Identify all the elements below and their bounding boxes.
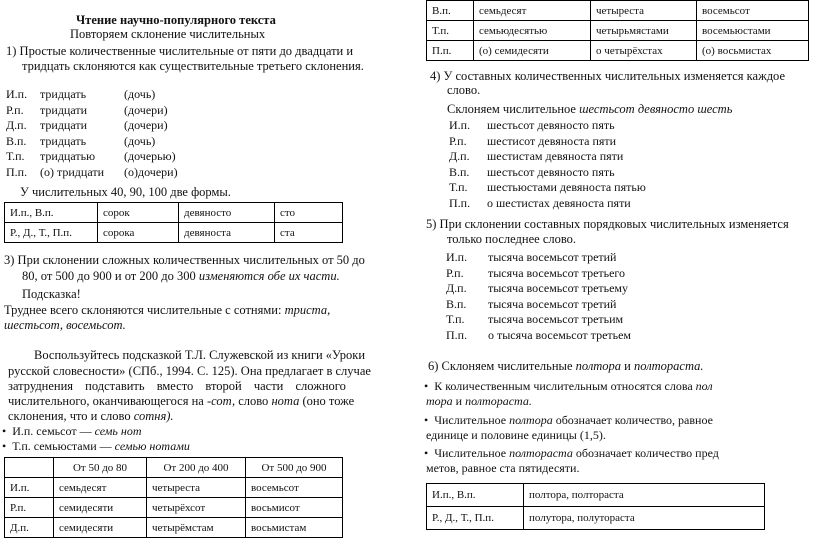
quote-line-4 <box>8 394 354 409</box>
rule-2-text: У числительных 40, 90, 100 две формы. <box>20 185 231 199</box>
noun-form: (дочерью) <box>124 149 176 164</box>
bullet-continuation: единице и половине единицы (1,5). <box>426 428 606 442</box>
table-row <box>5 478 343 498</box>
table-row <box>5 498 343 518</box>
declension-row <box>449 196 646 212</box>
table-cell: И.п., В.п. <box>5 203 98 223</box>
table-cell: семидесяти <box>54 518 147 538</box>
declension-row <box>6 103 178 119</box>
numeral-form: тысяча восемьсот третьего <box>488 265 626 280</box>
table-cell: (о) семидесяти <box>474 41 591 61</box>
bullet-emphasis: полтораста. <box>465 394 532 408</box>
declension-row <box>446 266 631 282</box>
table-cell: И.п., В.п. <box>427 484 524 507</box>
case-label: Р.п. <box>449 133 467 148</box>
case-label: И.п. <box>449 118 471 132</box>
quote-text: числительного, оканчивающегося на - <box>8 394 212 408</box>
numeral-form: шестьсот девяносто пять <box>487 118 615 132</box>
declension-row <box>446 250 631 266</box>
numeral-form: шестистам девяноста пяти <box>487 149 624 164</box>
rule-1-line-1: 1) Простые количественные числительные от пяти до двадцати и <box>6 44 354 58</box>
table-cell: семьдесят <box>54 478 147 498</box>
case-label: Т.п. <box>6 149 25 164</box>
table-cell: восемьсот <box>697 1 809 21</box>
case-label: Д.п. <box>6 118 27 133</box>
table-cell: Р., Д., Т., П.п. <box>5 223 98 243</box>
numeral-form: тридцатью <box>40 149 96 164</box>
numeral-form: тысяча восемьсот третьим <box>488 312 624 327</box>
quote-line-2: русской словесности» (СПб., 1994. С. 125). Она предлагает в случае <box>8 364 371 378</box>
table-cell: восемьюстами <box>697 21 809 41</box>
table-cell: Р.п. <box>5 498 54 518</box>
bullet-text: И.п. семьсот — <box>12 424 95 438</box>
bullet-emphasis: полтораста <box>509 446 573 460</box>
declension-row <box>6 134 178 150</box>
table-cell: восьмистам <box>246 518 343 538</box>
bullet-item <box>2 439 190 454</box>
case-label: Т.п. <box>446 312 465 327</box>
case-label: В.п. <box>6 133 27 148</box>
table-cell: сорока <box>98 223 179 243</box>
bullet-text: К количественным числительным относятся слова <box>434 379 696 393</box>
numeral-form: тысяча восемьсот третьему <box>488 281 629 296</box>
quote-text: склонения, что и слово <box>8 409 134 423</box>
quote-emphasis: сотня). <box>133 409 174 423</box>
bullet-emphasis: тора <box>426 394 453 408</box>
rule-4-subtitle <box>447 102 732 117</box>
table-cell: восемьсот <box>246 478 343 498</box>
declension-row <box>449 149 646 165</box>
declension-row <box>6 87 178 103</box>
page-title: Чтение научно-популярного текста <box>76 13 276 27</box>
table-cell: четырьмястами <box>591 21 697 41</box>
case-label: Д.п. <box>446 281 467 296</box>
table-cell: полтора, полтораста <box>524 484 765 507</box>
rule-6-emphasis: полтора <box>575 359 622 373</box>
table-hundreds-declension <box>4 457 343 538</box>
case-label: П.п. <box>446 327 468 342</box>
rule-3-text: 80, от 500 до 900 и от 200 до 300 <box>22 269 199 283</box>
table-cell: четырёмстам <box>147 518 246 538</box>
numeral-form: о тысяча восемьсот третьем <box>488 327 632 342</box>
rule-6-text: и <box>621 359 634 373</box>
table-row <box>427 484 765 507</box>
case-label: Р.п. <box>6 102 24 117</box>
hint-title: Подсказка! <box>22 287 81 301</box>
table-header-row <box>5 458 343 478</box>
quote-emphasis: сот, <box>211 394 236 408</box>
rule-6-heading <box>428 359 704 374</box>
numeral-form: тридцать <box>40 87 87 101</box>
table-header-cell <box>5 458 54 478</box>
rule-1-line-2: тридцать склоняются как существительные третьего склонения. <box>22 59 364 73</box>
table-cell: сорок <box>98 203 179 223</box>
declension-row <box>446 297 631 313</box>
declension-list-696 <box>449 118 646 212</box>
numeral-form: тысяча восемьсот третий <box>488 250 617 264</box>
rule-5-line-2: только последнее слово. <box>447 232 577 246</box>
numeral-form: тысяча восемьсот третий <box>488 296 617 311</box>
hint-line-1 <box>4 303 330 318</box>
bullet-emphasis: пол <box>695 379 713 393</box>
bullet-continuation <box>426 394 532 409</box>
table-cell: восьмисот <box>246 498 343 518</box>
noun-form: (дочери) <box>124 102 168 117</box>
bullet-item <box>2 424 142 439</box>
declension-row <box>449 134 646 150</box>
table-cell: В.п. <box>427 1 474 21</box>
declension-row <box>446 281 631 297</box>
table-cell: И.п. <box>5 478 54 498</box>
rule-4-line-2: слово. <box>447 83 481 97</box>
rule-5-line-1: 5) При склонении составных порядковых числительных изменяется <box>426 217 789 231</box>
declension-row <box>449 180 646 196</box>
table-cell: сто <box>275 203 343 223</box>
table-row <box>427 21 809 41</box>
quote-emphasis: нота <box>271 394 300 408</box>
bullet-continuation: метов, равное ста пятидесяти. <box>426 461 580 475</box>
table-cell: четыреста <box>147 478 246 498</box>
case-label: П.п. <box>449 195 471 210</box>
table-cell: ста <box>275 223 343 243</box>
bullet-icon: • <box>2 424 13 438</box>
table-cell: семьдесят <box>474 1 591 21</box>
case-label: В.п. <box>449 164 470 179</box>
page-subtitle: Повторяем склонение числительных <box>70 27 266 41</box>
table-row <box>5 223 343 243</box>
bullet-text: обозначает количество, равное <box>552 413 713 427</box>
bullet-icon: • <box>424 413 435 427</box>
hint-emphasis: триста, <box>284 303 331 317</box>
quote-line-5 <box>8 409 174 424</box>
rule-4-emphasis: шестьсот девяносто шесть <box>579 102 733 116</box>
bullet-text: обозначает количество пред <box>572 446 719 460</box>
table-cell: (о) восьмистах <box>697 41 809 61</box>
numeral-form: шестисот девяноста пяти <box>487 133 617 148</box>
bullet-text: Числительное <box>434 446 510 460</box>
quote-line-3: затруднения подставить вместо второй части сложного <box>8 379 346 393</box>
numeral-form: шестьсот девяносто пять <box>487 164 615 179</box>
bullet-icon: • <box>424 379 435 393</box>
rule-3-line-2 <box>22 269 340 284</box>
table-cell: девяноста <box>179 223 275 243</box>
table-row <box>427 41 809 61</box>
table-header-cell: От 50 до 80 <box>54 458 147 478</box>
case-label: П.п. <box>6 164 28 179</box>
table-cell: П.п. <box>427 41 474 61</box>
case-label: Т.п. <box>449 180 468 195</box>
case-label: Р.п. <box>446 265 464 280</box>
numeral-form: тридцати <box>40 118 88 133</box>
table-row <box>427 507 765 530</box>
rule-3-emphasis: изменяются обе их части. <box>198 269 340 283</box>
rule-4-line-1: 4) У составных количественных числительных изменяется каждое <box>430 69 786 83</box>
table-forty-ninety-hundred <box>4 202 343 243</box>
declension-row <box>6 118 178 134</box>
bullet-item <box>424 413 713 428</box>
bullet-emphasis: семь нот <box>94 424 142 438</box>
table-header-cell: От 500 до 900 <box>246 458 343 478</box>
bullet-item <box>424 379 713 394</box>
case-label: В.п. <box>446 296 467 311</box>
table-cell: о четырёхстах <box>591 41 697 61</box>
table-cell: семидесяти <box>54 498 147 518</box>
numeral-form: о шестистах девяноста пяти <box>487 195 631 210</box>
quote-line-1: Воспользуйтесь подсказкой Т.Л. Служевской из книги «Уроки <box>34 348 366 362</box>
rule-3-line-1: 3) При склонении сложных количественных числительных от 50 до <box>4 253 365 267</box>
bullet-emphasis: полтора <box>509 413 553 427</box>
bullet-text: и <box>452 394 466 408</box>
table-cell: Д.п. <box>5 518 54 538</box>
numeral-form: шестьюстами девяноста пятью <box>487 180 646 195</box>
bullet-emphasis: семью нотами <box>114 439 190 453</box>
declension-row <box>6 149 178 165</box>
bullet-icon: • <box>424 446 435 460</box>
rule-6-emphasis: полтораста. <box>634 359 704 373</box>
table-poltora <box>426 483 765 530</box>
case-label: Д.п. <box>449 149 470 164</box>
declension-list-1803 <box>446 250 631 344</box>
bullet-item <box>424 446 719 461</box>
table-row <box>5 203 343 223</box>
quote-text: (оно тоже <box>299 394 355 408</box>
table-cell: четырёхсот <box>147 498 246 518</box>
noun-form: (дочь) <box>124 133 156 148</box>
noun-form: (дочери) <box>124 118 168 133</box>
rule-4-text: Склоняем числительное <box>447 102 580 116</box>
table-row <box>427 1 809 21</box>
case-label: И.п. <box>6 87 28 101</box>
noun-form: (о)дочери) <box>124 164 178 179</box>
table-row <box>5 518 343 538</box>
table-cell: семьюдесятью <box>474 21 591 41</box>
bullet-text: Числительное <box>434 413 510 427</box>
table-cell: Т.п. <box>427 21 474 41</box>
declension-row <box>449 165 646 181</box>
numeral-form: тридцать <box>40 133 87 148</box>
table-cell: четыреста <box>591 1 697 21</box>
table-header-cell: От 200 до 400 <box>147 458 246 478</box>
hint-text: Труднее всего склоняются числительные с сотнями: <box>4 303 285 317</box>
declension-row <box>446 312 631 328</box>
table-hundreds-declension-continued <box>426 0 809 61</box>
declension-row <box>446 328 631 344</box>
bullet-text: Т.п. семьюстами — <box>12 439 115 453</box>
numeral-form: тридцати <box>40 102 88 117</box>
table-cell: девяносто <box>179 203 275 223</box>
case-label: И.п. <box>446 250 468 264</box>
quote-text: слово <box>235 394 272 408</box>
bullet-icon: • <box>2 439 13 453</box>
hint-line-2: шестьсот, восемьсот. <box>4 318 126 332</box>
noun-form: (дочь) <box>124 87 156 101</box>
declension-row <box>6 165 178 181</box>
declension-row <box>449 118 646 134</box>
numeral-form: (о) тридцати <box>40 164 105 179</box>
table-cell: полутора, полутораста <box>524 507 765 530</box>
rule-6-text: 6) Склоняем числительные <box>428 359 576 373</box>
table-cell: Р., Д., Т., П.п. <box>427 507 524 530</box>
declension-list-thirty <box>6 87 178 181</box>
